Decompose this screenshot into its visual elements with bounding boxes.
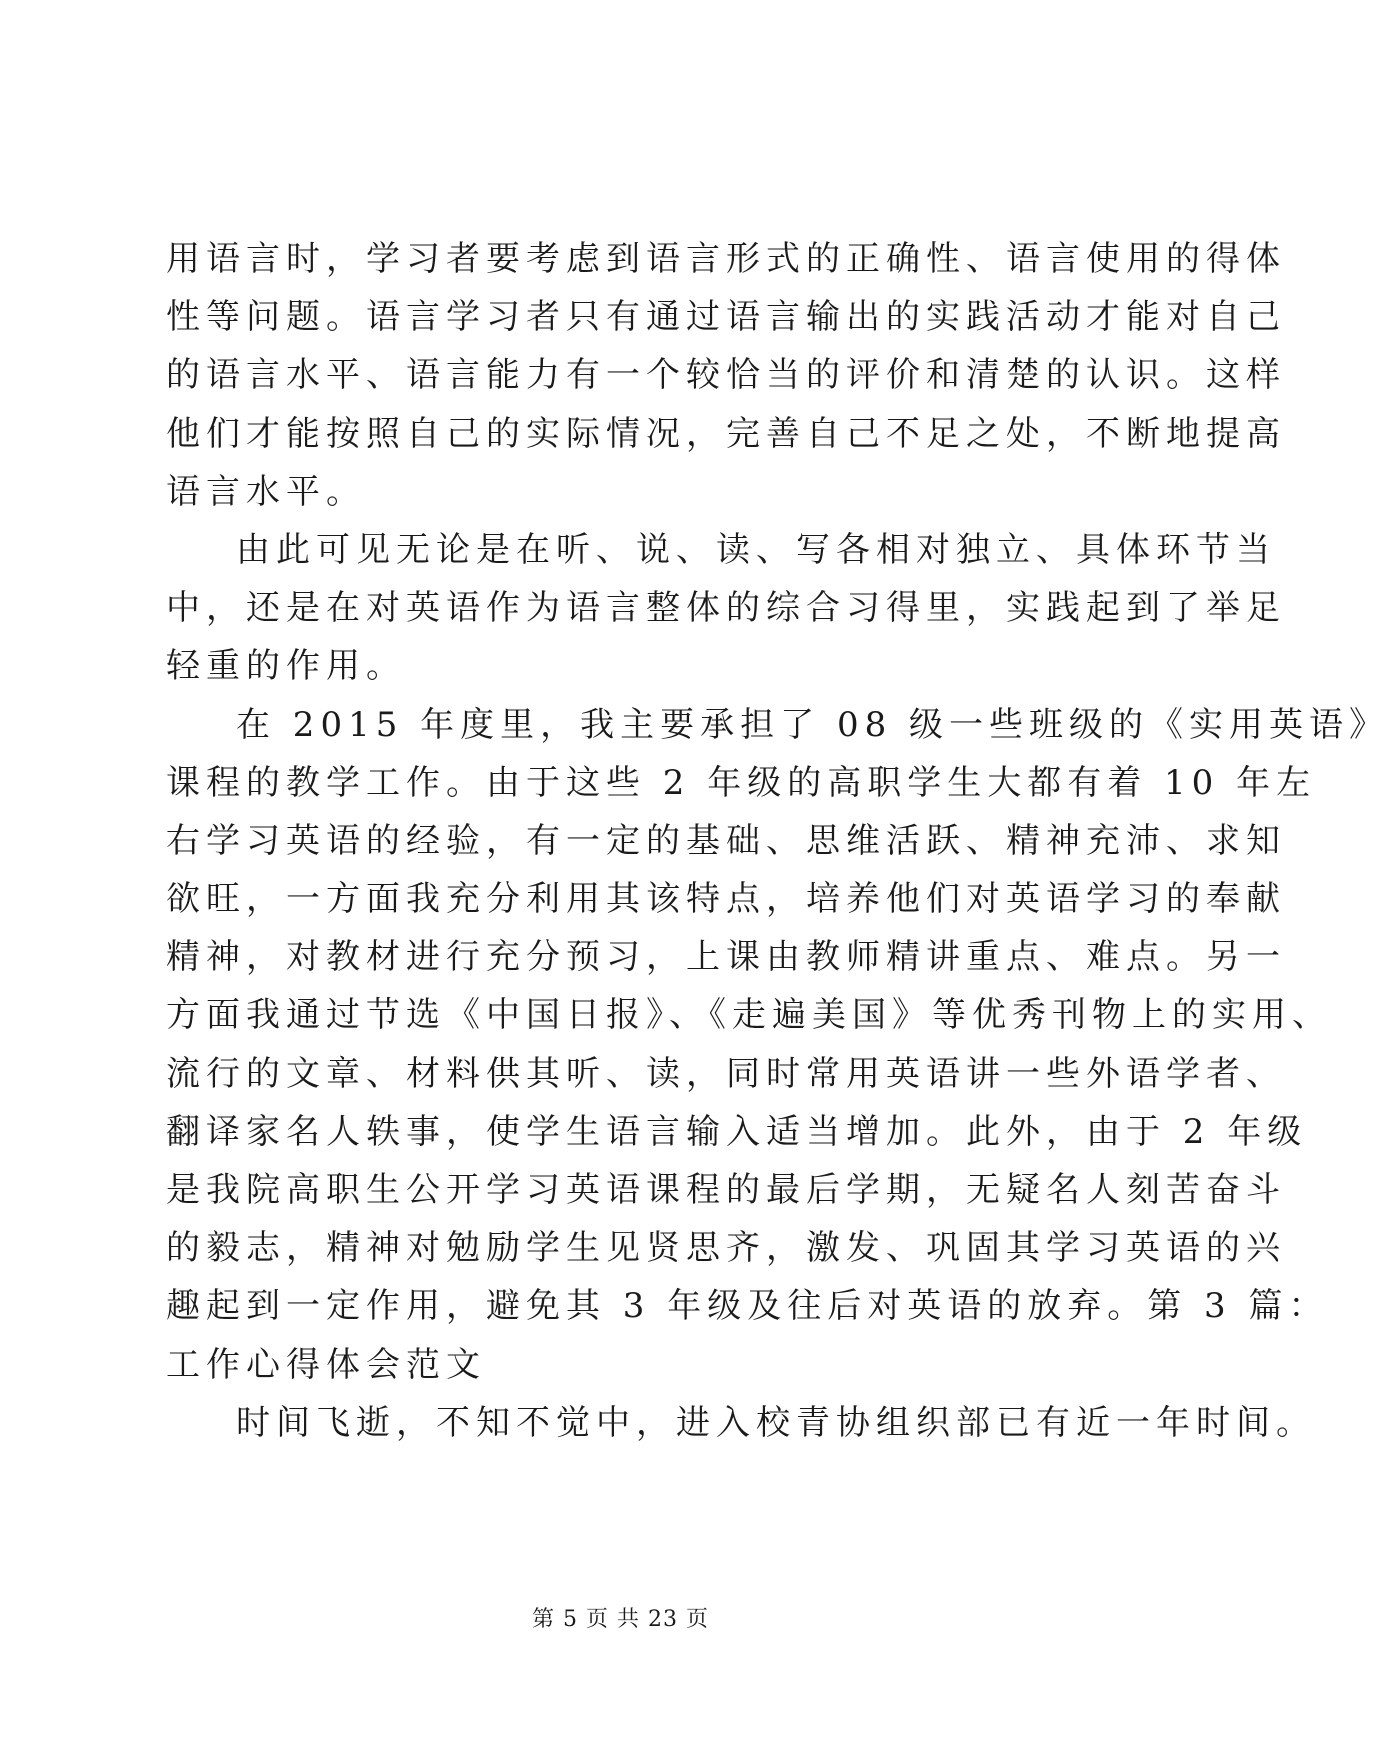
section-title-line: 工作心得体会范文	[166, 1344, 486, 1385]
text-line: 用语言时，学习者要考虑到语言形式的正确性、语言使用的得体	[166, 239, 1286, 279]
text-line: 翻译家名人轶事，使学生语言输入适当增加。此外，由于 2 年级	[166, 1111, 1308, 1152]
text-line: 课程的教学工作。由于这些 2 年级的高职学生大都有着 10 年左	[166, 762, 1317, 803]
text-line: 中，还是在对英语作为语言整体的综合习得里，实践起到了举足	[166, 588, 1286, 629]
text-line: 语言水平。	[166, 471, 366, 512]
text-line: 精神，对教材进行充分预习，上课由教师精讲重点、难点。另一	[166, 937, 1286, 978]
document-body	[166, 230, 1389, 1452]
page-number: 第 5 页 共 23 页	[532, 1607, 709, 1632]
text-line: 性等问题。语言学习者只有通过语言输出的实践活动才能对自己	[166, 297, 1286, 338]
text-line: 他们才能按照自己的实际情况，完善自己不足之处，不断地提高	[166, 413, 1286, 454]
text-line: 轻重的作用。	[166, 646, 406, 687]
text-line: 流行的文章、材料供其听、读，同时常用英语讲一些外语学者、	[166, 1053, 1286, 1094]
paragraph-start-line: 在 2015 年度里，我主要承担了 08 级一些班级的《实用英语》	[236, 704, 1389, 745]
text-line: 欲旺，一方面我充分利用其该特点，培养他们对英语学习的奉献	[166, 879, 1286, 920]
paragraph-start-line: 时间飞逝，不知不觉中，进入校青协组织部已有近一年时间。	[236, 1402, 1316, 1443]
text-line: 趣起到一定作用，避免其 3 年级及往后对英语的放弃。第 3 篇：	[166, 1286, 1329, 1327]
text-line: 方面我通过节选《中国日报》、《走遍美国》等优秀刊物上的实用、	[166, 995, 1332, 1036]
paragraph-start-line: 由此可见无论是在听、说、读、写各相对独立、具体环节当	[236, 529, 1276, 570]
text-line: 的毅志，精神对勉励学生见贤思齐，激发、巩固其学习英语的兴	[166, 1228, 1286, 1269]
text-line: 右学习英语的经验，有一定的基础、思维活跃、精神充沛、求知	[166, 820, 1286, 861]
page-footer	[0, 1602, 1241, 1633]
text-line: 是我院高职生公开学习英语课程的最后学期，无疑名人刻苦奋斗	[166, 1170, 1286, 1210]
text-line: 的语言水平、语言能力有一个较恰当的评价和清楚的认识。这样	[166, 355, 1286, 396]
